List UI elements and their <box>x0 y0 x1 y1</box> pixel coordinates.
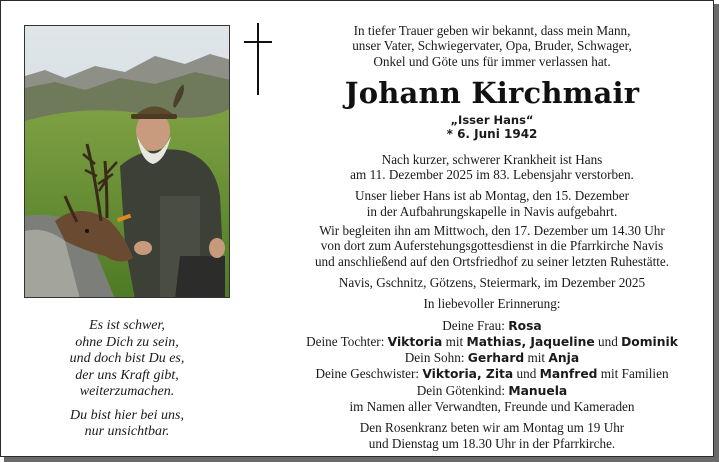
siblings-line: Deine Geschwister: Viktoria, Zita und Manfred mit Familien <box>315 366 669 382</box>
son-line: Dein Sohn: Gerhard mit Anja <box>404 350 580 366</box>
intro-line: Onkel und Göte uns für immer verlassen hat. <box>373 53 611 69</box>
card-shadow-right <box>714 4 719 461</box>
portrait-photo <box>24 25 230 298</box>
card-shadow-bottom <box>4 457 719 462</box>
funeral-line: von dort zum Auferstehungsgottesdienst in die Pfarrkirche Navis <box>320 238 664 254</box>
rosary-line: Den Rosenkranz beten wir am Montag um 19 Uhr <box>359 420 625 436</box>
memorial-poem <box>24 318 230 441</box>
cross-icon <box>244 23 272 95</box>
memory-heading: In liebevoller Erinnerung: <box>423 296 561 312</box>
intro-line: In tiefer Trauer geben wir bekannt, dass mein Mann, <box>353 23 631 38</box>
rosary-line: und Dienstag um 18.30 Uhr in der Pfarrkirche. <box>368 435 616 451</box>
death-line: am 11. Dezember 2025 im 83. Lebensjahr verstorben. <box>350 167 634 183</box>
funeral-line: und anschließend auf den Ortsfriedhof zu seiner letzten Ruhestätte. <box>314 253 670 269</box>
laid-out-line: in der Aufbahrungskapelle in Navis aufgebahrt. <box>366 203 618 219</box>
birth-date: * 6. Juni 1942 <box>446 126 538 141</box>
poem-line: ohne Dich zu sein, <box>75 334 179 350</box>
godchild-line: Dein Götenkind: Manuela <box>416 382 568 398</box>
daughters-line: Deine Tochter: Viktoria mit Mathias, Jaqueline und Dominik <box>306 333 678 349</box>
laid-out-line: Unser lieber Hans ist ab Montag, den 15. Dezember <box>355 188 629 204</box>
nickname: „Isser Hans“ <box>450 112 534 127</box>
wife-line: Deine Frau: Rosa <box>442 317 542 333</box>
poem-line: der uns Kraft gibt, <box>75 367 179 383</box>
announcement-text <box>278 23 706 451</box>
death-line: Nach kurzer, schwerer Krankheit ist Hans <box>381 151 603 167</box>
intro-line: unser Vater, Schwiegervater, Opa, Bruder, Schwager, <box>352 38 632 54</box>
funeral-line: Wir begleiten ihn am Mittwoch, den 17. Dezember um 14.30 Uhr <box>319 223 665 239</box>
relatives-line: im Namen aller Verwandten, Freunde und Kameraden <box>349 399 635 415</box>
deceased-name: Johann Kirchmair <box>344 75 640 110</box>
poem-line: und doch bist Du es, <box>69 351 185 366</box>
place-date: Navis, Gschnitz, Götzens, Steiermark, im Dezember 2025 <box>338 274 646 290</box>
poem-line: weiterzumachen. <box>79 384 175 399</box>
poem-line: nur unsichtbar. <box>84 424 170 439</box>
poem-line: Es ist schwer, <box>89 318 165 333</box>
poem-line: Du bist hier bei uns, <box>70 407 184 423</box>
